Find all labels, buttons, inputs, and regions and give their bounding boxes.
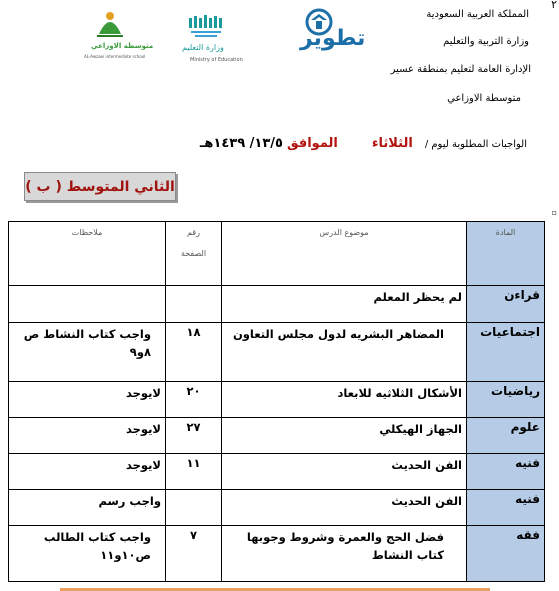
header-subject: المادة	[467, 222, 545, 286]
row-page: ١١	[166, 454, 222, 490]
school-logo	[93, 6, 127, 40]
row-lesson: الأشكال الثلاثيه للابعاد	[222, 382, 467, 418]
ministry-logo	[187, 14, 227, 42]
row-lesson: الفن الحديث	[222, 490, 467, 526]
side-tick: ▫	[551, 208, 557, 217]
header-lesson: موضوع الدرس	[222, 222, 467, 286]
table-row	[9, 286, 545, 323]
row-lesson: لم يحظر المعلم	[222, 286, 467, 323]
duties-day: الثلاثاء	[371, 136, 413, 151]
ministry-logo-caption: Ministry of Education	[190, 57, 243, 63]
header-page	[166, 222, 222, 286]
row-subject: اجتماعيات	[467, 323, 545, 382]
row-notes: واجب كتاب الطالب ص١٠و١١	[9, 526, 166, 582]
row-lesson: الفن الحديث	[222, 454, 467, 490]
table-row	[9, 418, 545, 454]
homework-table	[8, 221, 545, 582]
row-notes: لايوجد	[9, 418, 166, 454]
row-subject: علوم	[467, 418, 545, 454]
row-subject: فقه	[467, 526, 545, 582]
school-logo-caption: AL-Awzaei intermediate school	[84, 54, 146, 59]
header-line-country: المملكة العربية السعودية	[426, 9, 529, 20]
header-page-line2: الصفحة	[180, 249, 207, 258]
header-line-school: متوسطة الاوزاعي	[447, 93, 521, 104]
row-notes: واجب كتاب النشاط ص ٨و٩	[9, 323, 166, 382]
row-page: ٧	[166, 526, 222, 582]
tatweer-logo-text: تطوير	[300, 26, 366, 51]
row-page: ١٨	[166, 323, 222, 382]
row-notes: لايوجد	[9, 454, 166, 490]
row-page	[166, 490, 222, 526]
header-line-ministry: وزارة التربية والتعليم	[443, 36, 529, 47]
table-row	[9, 454, 545, 490]
row-notes	[9, 286, 166, 323]
row-page: ٢٧	[166, 418, 222, 454]
row-lesson: الجهاز الهيكلي	[222, 418, 467, 454]
row-subject: فنيه	[467, 454, 545, 490]
duties-date: ١٣/٥/ ١٤٣٩هـ	[199, 136, 283, 151]
row-subject: فنيه	[467, 490, 545, 526]
table-row	[9, 490, 545, 526]
duties-agree-label: الموافق	[286, 136, 338, 151]
table-row	[9, 526, 545, 582]
table-row	[9, 382, 545, 418]
ministry-logo-text: وزارة التعليم	[182, 43, 224, 52]
row-page: ٢٠	[166, 382, 222, 418]
row-notes: واجب رسم	[9, 490, 166, 526]
table-row	[9, 323, 545, 382]
duties-label: الواجبات المطلوبة ليوم /	[424, 139, 527, 150]
row-subject: رياضيات	[467, 382, 545, 418]
page-mark: ٢	[551, 0, 557, 11]
header-notes: ملاحظات	[9, 222, 166, 286]
school-logo-text: متوسطة الاوزاعي	[91, 42, 154, 50]
table-header-row	[9, 222, 545, 286]
row-lesson: المضاهر البشريه لدول مجلس التعاون	[222, 323, 467, 382]
row-page	[166, 286, 222, 323]
class-label: الثاني المتوسط ( ب )	[24, 172, 176, 201]
row-lesson: فضل الحج والعمرة وشروط وجوبها كتاب النشاط	[222, 526, 467, 582]
row-notes: لايوجد	[9, 382, 166, 418]
header-line-directorate: الإدارة العامة لتعليم بمنطقة عسير	[390, 64, 531, 75]
header-page-line1: رقم	[186, 228, 200, 237]
row-subject: قراءن	[467, 286, 545, 323]
duties-line	[200, 136, 527, 151]
